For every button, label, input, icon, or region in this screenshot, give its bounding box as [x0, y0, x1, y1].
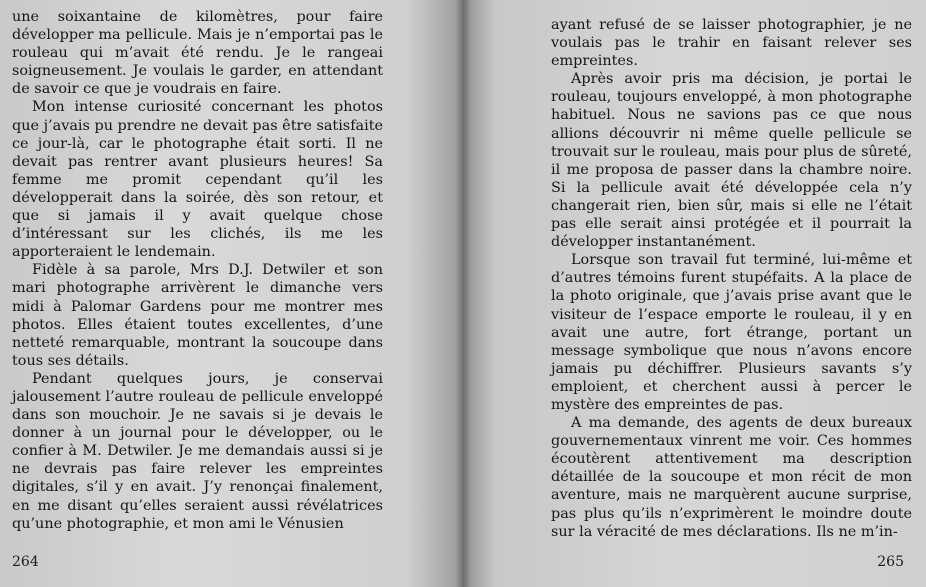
paragraph: Pendant quelques jours, je conservai jalousement l’autre rouleau de pellicule enveloppé dans son mouchoir. Je ne savais si je devais le donner à un journal pour le développer, ou le confier à M. Detwiler. Je me demandais aussi si je ne devrais pas faire relever les empreintes digitales, s’il y en avait. J’y renonçai finalement, en me disant qu’elles seraient aussi révélatrices qu’une photographie, et mon ami le Vénusien: [12, 370, 383, 532]
right-page: [463, 0, 926, 587]
paragraph: Après avoir pris ma décision, je portai le rouleau, toujours enveloppé, à mon photographe habituel. Nous ne savions pas ce que nous allions découvrir ni même quelle pellicule se trouvait sur le rouleau, mais pour plus de sûreté, il me proposa de passer dans la chambre noire. Si la pellicule avait été développée cela n’y changerait rien, bien sûr, mais si elle ne l’était pas elle serait ainsi protégée et il pourrait la développer instantanément.: [551, 71, 912, 251]
paragraph: Lorsque son travail fut terminé, lui-même et d’autres témoins furent stupéfaits. A la place de la photo originale, que j’avais prise avant que le visiteur de l’espace emporte le rouleau, il y en avait une autre, fort étrange, portant un message symbolique que nous n’avons encore jamais pu déchiffrer. Plusieurs savants s’y emploient, et cherchent aussi à percer le mystère des empreintes de pas.: [551, 252, 912, 413]
page-number: 265: [877, 553, 904, 570]
page-number: 264: [12, 553, 39, 570]
paragraph: une soixantaine de kilomètres, pour faire développer ma pellicule. Mais je n’emportai pas le rouleau qui m’avait été rendu. Je le rangeai soigneusement. Je voulais le garder, en attendant de savoir ce que je voudrais en faire.: [12, 9, 383, 98]
paragraph: ayant refusé de se laisser photographier, je ne voulais pas le trahir en faisant relever ses empreintes.: [551, 17, 912, 70]
paragraph: Mon intense curiosité concernant les photos que j’avais pu prendre ne devait pas être satisfaite ce jour-là, car le photographe était sorti. Il ne devait pas rentrer avant plusieurs heures! Sa femme me promit cependant qu’il les développerait dans la soirée, dès son retour, et que si jamais il y avait quelque chose d’intéressant sur les clichés, ils me les apporteraient le lendemain.: [12, 99, 383, 261]
paragraph: Fidèle à sa parole, Mrs D.J. Detwiler et son mari photographe arrivèrent le dimanche vers midi à Palomar Gardens pour me montrer mes photos. Elles étaient toutes excellentes, d’une netteté remarquable, montrant la soucoupe dans tous ses détails.: [12, 262, 383, 369]
paragraph: A ma demande, des agents de deux bureaux gouvernementaux vinrent me voir. Ces hommes écoutèrent attentivement ma description détaillée de la soucoupe et mon récit de mon aventure, mais ne marquèrent aucune surprise, pas plus qu’ils n’exprimèrent le moindre doute sur la véracité de mes déclarations. Ils ne m’in-: [551, 415, 912, 540]
